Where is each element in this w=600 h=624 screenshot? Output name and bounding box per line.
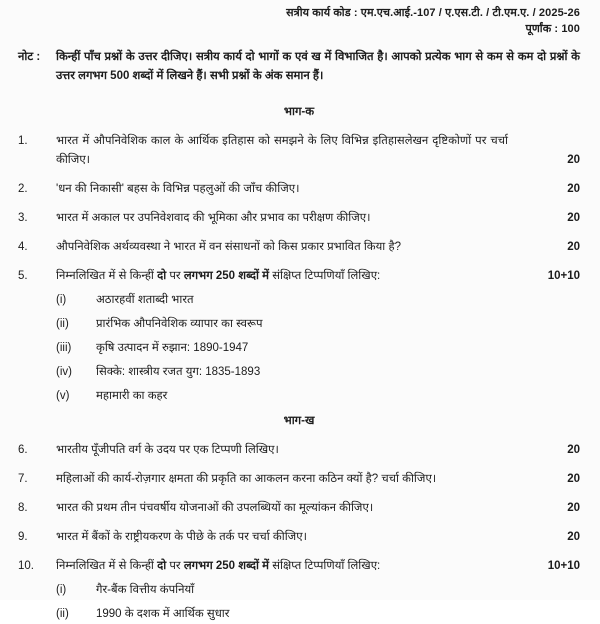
question-row [18,209,580,228]
subquestion-text: 1990 के दशक में आर्थिक सुधार [96,608,230,620]
question-marks: 20 [567,183,580,195]
subquestion-text: अठारहवीं शताब्दी भारत [96,294,194,306]
question-number: 6. [18,444,28,456]
sections-container [18,103,580,624]
subquestion-text: कृषि उत्पादन में रुझान: 1890-1947 [96,342,249,354]
question-number: 5. [18,270,28,282]
question-text-segment: संक्षिप्त टिप्पणियाँ लिखिए: [269,270,381,282]
subquestion-text: महामारी का कहर [96,390,168,402]
question-number: 3. [18,212,28,224]
question-text [56,238,538,257]
subquestion-number: (ii) [56,318,69,330]
question-text-segment: दो [157,560,167,572]
subquestion-row [56,605,580,624]
question-text [56,132,538,170]
question-marks: 20 [567,473,580,485]
subquestion-number: (i) [56,294,67,306]
note-text: किन्हीं पाँच प्रश्नों के उत्तर दीजिए। सत्रीय कार्य दो भागों क एवं ख में विभाजित है। आपको प्रत्येक भाग से कम से कम दो प्रश्नों के उत्तर लगभग 500 शब्दों में लिखने हैं। सभी प्रश्नों के अंक समान हैं। [56,51,580,82]
subquestion-row [56,387,580,406]
question-text-segment: भारतीय पूँजीपति वर्ग के उदय पर एक टिप्पणी लिखिए। [56,444,279,456]
question-marks: 20 [567,502,580,514]
question-marks: 10+10 [547,560,580,572]
paper-header [18,5,580,37]
question-marks: 20 [567,154,580,166]
question-row [18,470,580,489]
question-text-segment: भारत में औपनिवेशिक काल के आर्थिक इतिहास को समझने के लिए विभिन्न इतिहासलेखन दृष्टिकोणों पर चर्चा कीजिए। [56,135,508,166]
question-text [56,499,538,518]
question-text [56,441,538,460]
max-marks-line: पूर्णांक : 100 [525,23,580,35]
question-text [56,557,538,576]
subquestion-number: (iii) [56,342,72,354]
question-number: 2. [18,183,28,195]
section-title: भाग-ख [283,415,315,427]
question-text-segment: दो [157,270,167,282]
question-text-segment: महिलाओं की कार्य-रोज़गार क्षमता की प्रकृति का आकलन करना कठिन क्यों है? चर्चा कीजिए। [56,473,437,485]
question-marks: 10+10 [547,270,580,282]
question-number: 9. [18,531,28,543]
subquestion-number: (iv) [56,366,72,378]
section [18,412,580,624]
subquestion-number: (i) [56,584,67,596]
question-text [56,180,538,199]
question-text-segment: भारत में बैंकों के राष्ट्रीयकरण के पीछे के तर्क पर चर्चा कीजिए। [56,531,307,543]
question-text-segment: निम्नलिखित में से किन्हीं [56,560,158,572]
question-number: 10. [18,560,34,572]
question-text-segment: भारत में अकाल पर उपनिवेशवाद की भूमिका और प्रभाव का परीक्षण कीजिए। [56,212,371,224]
question-text-segment: निम्नलिखित में से किन्हीं [56,270,158,282]
question-number: 8. [18,502,28,514]
question-text [56,528,538,547]
note [18,48,580,86]
question-row [18,441,580,460]
question-row [18,499,580,518]
question-marks: 20 [567,444,580,456]
subquestion-row [56,363,580,382]
question-row [18,132,580,170]
question-number: 1. [18,135,28,147]
subquestion-number: (ii) [56,608,69,620]
course-code-line: सत्रीय कार्य कोड : एम.एच.आई.-107 / ए.एस.टी. / टी.एम.ए. / 2025-26 [286,7,580,19]
question-text-segment: औपनिवेशिक अर्थव्यवस्था ने भारत में वन संसाधनों को किस प्रकार प्रभावित किया है? [56,241,401,253]
question-marks: 20 [567,241,580,253]
question-text-segment: संक्षिप्त टिप्पणियाँ लिखिए: [269,560,381,572]
question-text-segment: पर [166,270,184,282]
subquestion-text: सिक्के: शास्त्रीय रजत युग: 1835-1893 [96,366,261,378]
question-marks: 20 [567,212,580,224]
subquestion-row [56,339,580,358]
question-row [18,267,580,286]
question-number: 7. [18,473,28,485]
question-text-segment: 'धन की निकासी' बहस के विभिन्न पहलुओं की जाँच कीजिए। [56,183,300,195]
question-text-segment: पर [166,560,184,572]
question-row [18,557,580,576]
subquestion-text: प्रारंभिक औपनिवेशिक व्यापार का स्वरूप [96,318,263,330]
subquestion-number: (v) [56,390,70,402]
question-row [18,180,580,199]
question-text-segment: लगभग 250 शब्दों में [183,270,270,282]
subquestion-row [56,291,580,310]
question-text-segment: लगभग 250 शब्दों में [183,560,270,572]
question-text [56,209,538,228]
question-marks: 20 [567,531,580,543]
question-text [56,267,538,286]
subquestion-text: गैर-बैंक वित्तीय कंपनियाँ [96,584,195,596]
question-text-segment: भारत की प्रथम तीन पंचवर्षीय योजनाओं की उपलब्धियों का मूल्यांकन कीजिए। [56,502,374,514]
question-number: 4. [18,241,28,253]
subquestion-row [56,581,580,600]
section [18,103,580,406]
subquestion-row [56,315,580,334]
section-title: भाग-क [283,106,315,118]
question-row [18,528,580,547]
question-text [56,470,538,489]
question-row [18,238,580,257]
note-label: नोट : [18,51,41,63]
